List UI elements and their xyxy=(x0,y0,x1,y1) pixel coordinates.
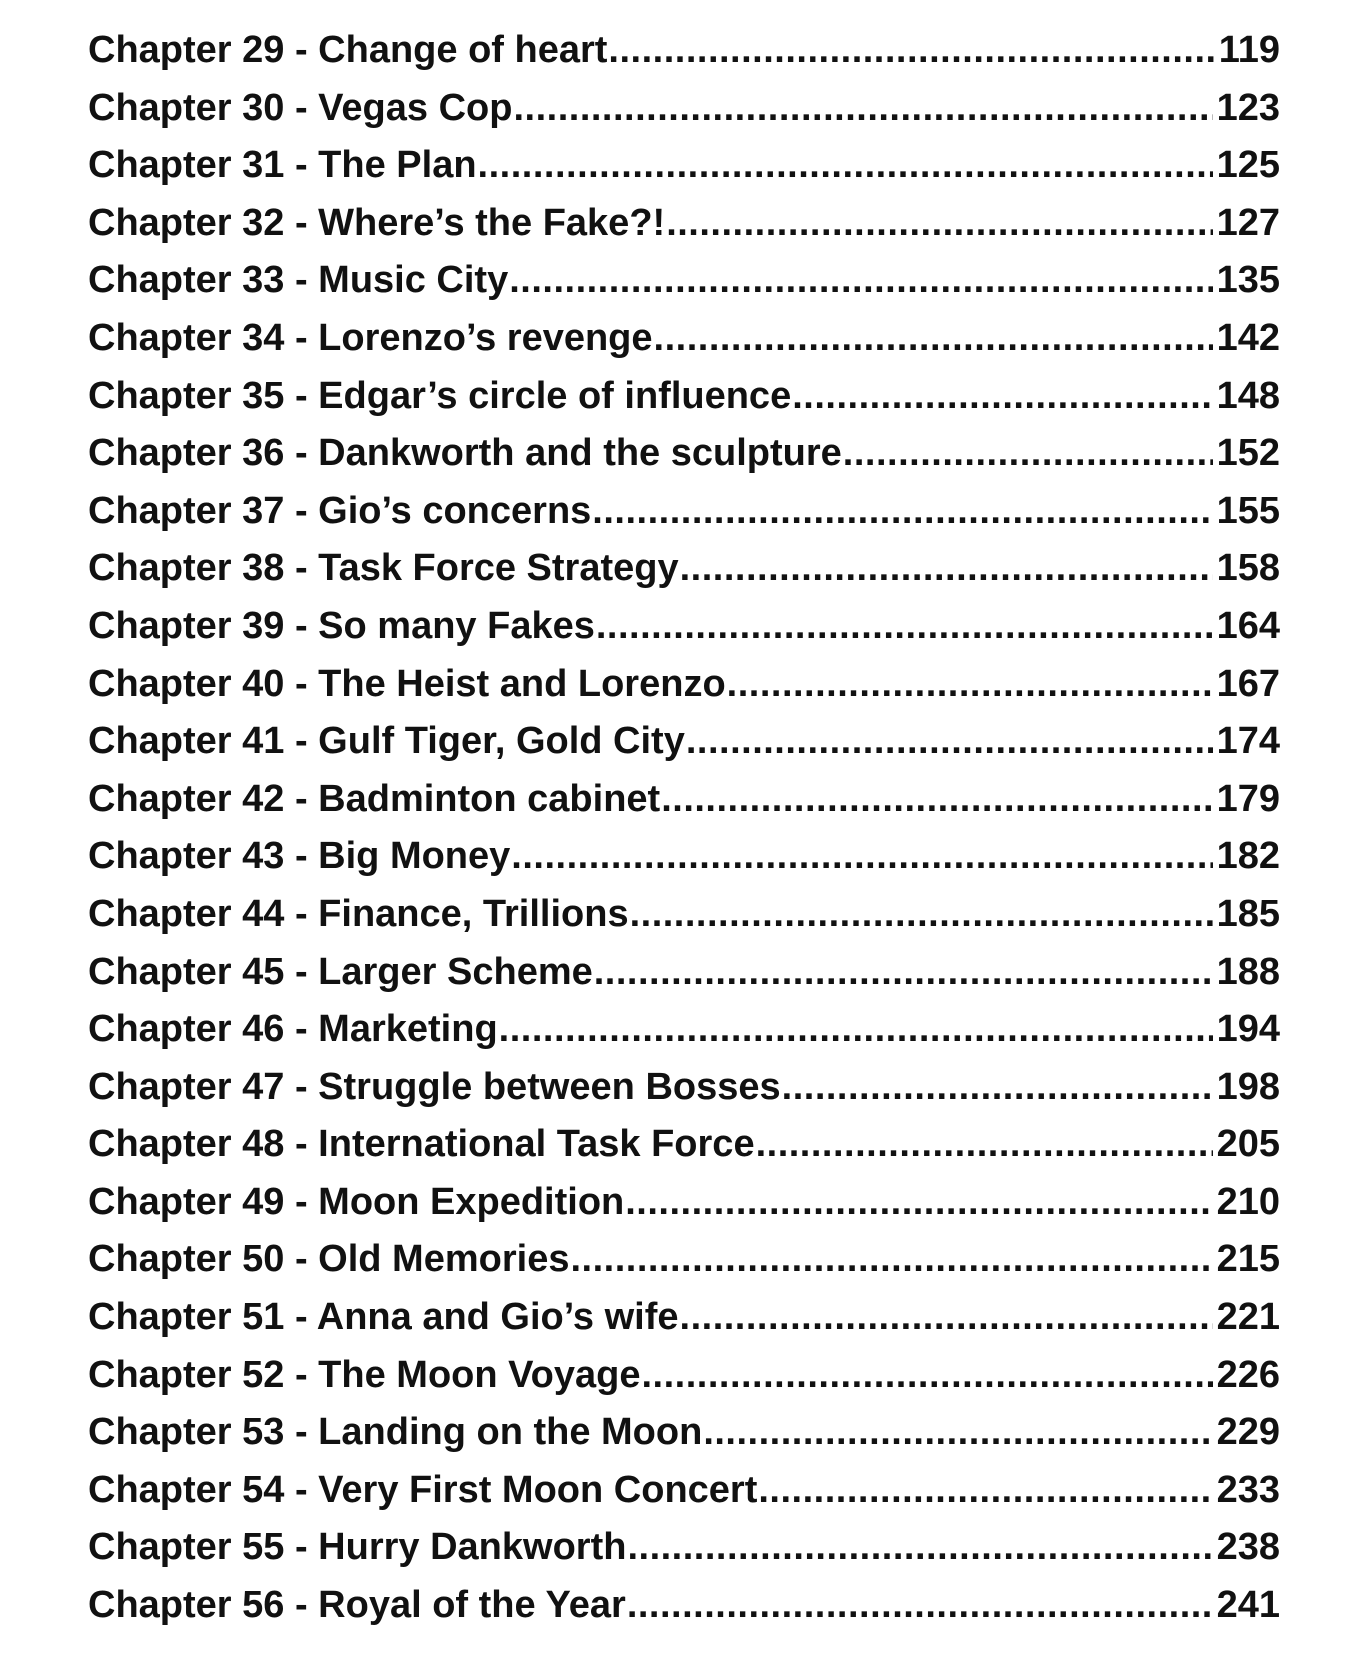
chapter-title: Chapter 43 - Big Money xyxy=(88,835,511,878)
dot-leader xyxy=(843,425,1213,483)
toc-entry[interactable] xyxy=(88,656,1280,714)
dot-leader xyxy=(641,1347,1212,1405)
page-number: 174 xyxy=(1216,720,1280,763)
page-number: 185 xyxy=(1216,892,1280,935)
page-number: 152 xyxy=(1216,432,1280,475)
chapter-title: Chapter 45 - Larger Scheme xyxy=(88,950,593,993)
chapter-title: Chapter 46 - Marketing xyxy=(88,1008,498,1051)
chapter-title: Chapter 29 - Change of heart xyxy=(88,29,608,71)
chapter-title: Chapter 53 - Landing on the Moon xyxy=(88,1411,703,1454)
toc-entry[interactable] xyxy=(88,1289,1280,1347)
page-number: 205 xyxy=(1216,1123,1280,1166)
toc-entry[interactable] xyxy=(88,828,1280,886)
toc-entry[interactable] xyxy=(88,1059,1280,1117)
page-number: 188 xyxy=(1216,950,1280,993)
toc-entry[interactable] xyxy=(88,713,1280,771)
chapter-title: Chapter 38 - Task Force Strategy xyxy=(88,547,679,590)
dot-leader xyxy=(594,944,1213,1002)
dot-leader xyxy=(511,828,1212,886)
toc-entry[interactable] xyxy=(88,886,1280,944)
chapter-title: Chapter 52 - The Moon Voyage xyxy=(88,1353,641,1396)
dot-leader xyxy=(570,1231,1212,1289)
page-number: 194 xyxy=(1216,1008,1280,1051)
page-number: 125 xyxy=(1216,144,1280,187)
toc-entry[interactable] xyxy=(88,1577,1280,1635)
toc-entry[interactable] xyxy=(88,80,1280,138)
page-number: 164 xyxy=(1216,604,1280,647)
page-number: 182 xyxy=(1216,835,1280,878)
dot-leader xyxy=(608,22,1214,80)
chapter-title: Chapter 41 - Gulf Tiger, Gold City xyxy=(88,720,685,763)
chapter-title: Chapter 35 - Edgar’s circle of influence xyxy=(88,374,792,417)
page-number: 123 xyxy=(1216,86,1280,129)
chapter-title: Chapter 32 - Where’s the Fake?! xyxy=(88,201,666,244)
toc-entry[interactable] xyxy=(88,1347,1280,1405)
chapter-title: Chapter 56 - Royal of the Year xyxy=(88,1584,626,1627)
page-number: 210 xyxy=(1216,1180,1280,1223)
toc-entry[interactable] xyxy=(88,195,1280,253)
page-number: 215 xyxy=(1216,1238,1280,1281)
page-number: 198 xyxy=(1216,1065,1280,1108)
page-number: 167 xyxy=(1216,662,1280,705)
toc-entry[interactable] xyxy=(88,771,1280,829)
toc-entry[interactable] xyxy=(88,1174,1280,1232)
chapter-title: Chapter 31 - The Plan xyxy=(88,144,477,187)
chapter-title: Chapter 55 - Hurry Dankworth xyxy=(88,1526,627,1569)
page-number: 127 xyxy=(1216,201,1280,244)
chapter-title: Chapter 30 - Vegas Cop xyxy=(88,86,513,129)
dot-leader xyxy=(686,713,1213,771)
dot-leader xyxy=(625,1174,1212,1232)
toc-entry[interactable] xyxy=(88,1116,1280,1174)
chapter-title: Chapter 49 - Moon Expedition xyxy=(88,1180,625,1223)
page-number: 119 xyxy=(1218,29,1280,71)
page-number: 142 xyxy=(1216,316,1280,359)
toc-entry[interactable] xyxy=(88,22,1280,80)
dot-leader xyxy=(513,80,1212,138)
toc-entry[interactable] xyxy=(88,1462,1280,1520)
chapter-title: Chapter 37 - Gio’s concerns xyxy=(88,489,592,532)
table-of-contents xyxy=(88,22,1280,1635)
chapter-title: Chapter 39 - So many Fakes xyxy=(88,604,595,647)
dot-leader xyxy=(666,195,1212,253)
dot-leader xyxy=(627,1519,1212,1577)
chapter-title: Chapter 34 - Lorenzo’s revenge xyxy=(88,316,653,359)
dot-leader xyxy=(680,540,1213,598)
page-number: 179 xyxy=(1216,777,1280,820)
dot-leader xyxy=(680,1289,1213,1347)
page-number: 238 xyxy=(1216,1526,1280,1569)
dot-leader xyxy=(627,1577,1213,1635)
dot-leader xyxy=(758,1462,1212,1520)
page-number: 233 xyxy=(1216,1468,1280,1511)
page-number: 226 xyxy=(1216,1353,1280,1396)
toc-entry[interactable] xyxy=(88,252,1280,310)
chapter-title: Chapter 33 - Music City xyxy=(88,259,509,302)
toc-entry[interactable] xyxy=(88,1231,1280,1289)
dot-leader xyxy=(661,771,1212,829)
chapter-title: Chapter 47 - Struggle between Bosses xyxy=(88,1065,781,1108)
dot-leader xyxy=(499,1001,1213,1059)
toc-entry[interactable] xyxy=(88,540,1280,598)
toc-entry[interactable] xyxy=(88,483,1280,541)
dot-leader xyxy=(509,252,1212,310)
page-number: 135 xyxy=(1216,259,1280,302)
dot-leader xyxy=(596,598,1213,656)
toc-entry[interactable] xyxy=(88,944,1280,1002)
toc-entry[interactable] xyxy=(88,598,1280,656)
chapter-title: Chapter 40 - The Heist and Lorenzo xyxy=(88,662,726,705)
chapter-title: Chapter 42 - Badminton cabinet xyxy=(88,777,661,820)
dot-leader xyxy=(592,483,1212,541)
chapter-title: Chapter 48 - International Task Force xyxy=(88,1123,755,1166)
toc-entry[interactable] xyxy=(88,1404,1280,1462)
page-number: 229 xyxy=(1216,1411,1280,1454)
dot-leader xyxy=(703,1404,1212,1462)
dot-leader xyxy=(727,656,1213,714)
dot-leader xyxy=(792,368,1212,426)
chapter-title: Chapter 36 - Dankworth and the sculpture xyxy=(88,432,842,475)
dot-leader xyxy=(654,310,1213,368)
toc-entry[interactable] xyxy=(88,425,1280,483)
chapter-title: Chapter 50 - Old Memories xyxy=(88,1238,570,1281)
toc-entry[interactable] xyxy=(88,137,1280,195)
page-number: 148 xyxy=(1216,374,1280,417)
chapter-title: Chapter 51 - Anna and Gio’s wife xyxy=(88,1296,679,1339)
toc-entry[interactable] xyxy=(88,1519,1280,1577)
dot-leader xyxy=(478,137,1213,195)
page-number: 158 xyxy=(1216,547,1280,590)
page-number: 241 xyxy=(1216,1584,1280,1627)
chapter-title: Chapter 44 - Finance, Trillions xyxy=(88,892,629,935)
dot-leader xyxy=(782,1059,1213,1117)
page-number: 221 xyxy=(1216,1296,1280,1339)
toc-entry[interactable] xyxy=(88,368,1280,426)
chapter-title: Chapter 54 - Very First Moon Concert xyxy=(88,1468,758,1511)
dot-leader xyxy=(756,1116,1213,1174)
toc-entry[interactable] xyxy=(88,310,1280,368)
dot-leader xyxy=(630,886,1213,944)
toc-entry[interactable] xyxy=(88,1001,1280,1059)
page-number: 155 xyxy=(1216,489,1280,532)
